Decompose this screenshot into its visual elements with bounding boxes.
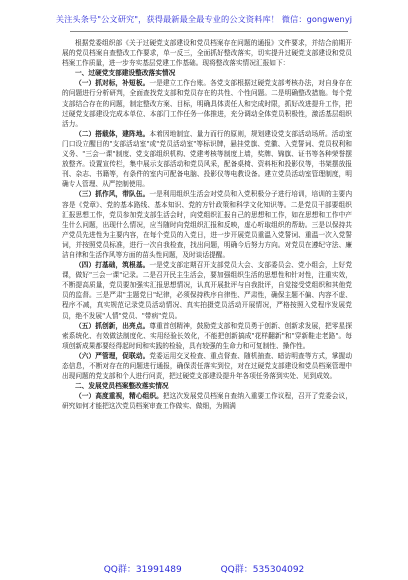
body-paragraph xyxy=(62,78,352,128)
section-heading: 二、发展党员档案整改落实情况 xyxy=(75,382,169,391)
body-paragraph xyxy=(62,129,352,190)
page-footer xyxy=(0,562,408,575)
body-paragraph xyxy=(62,189,352,260)
body-paragraph xyxy=(62,351,352,381)
footer-qq-group-2: QQ群：535304092 xyxy=(220,565,305,575)
paragraph-lead: （一）高度重视，精心组织。 xyxy=(75,392,163,401)
paragraph-lead: （三）抓作风，带队伍。 xyxy=(75,190,150,199)
footer-qq-group-1: QQ群：31991489 xyxy=(103,565,182,575)
paragraph-text: 本着因地制宜、量力而行的原则，规划建设党支部活动场所。活动室门口设立醒目的"支部活动室"或"党员活动室"等标识牌，悬挂党旗、党徽、入党誓词、党员权利和义务、"三会一课"制度、党支部组织机构、党建考核等制度上墙，奖牌、锦旗、证书等各种荣誉摆放整齐。设置宣传栏，集中展示支部活动和党员风采，配备桌椅、资料柜和投影仪等，书架摆放报刊、杂志、书籍等，有条件的室内可配备电脑、投影仪等电教设备。建立党员活动室管理制度，明确专人管理、从严控制使用。 xyxy=(62,129,353,189)
body-paragraph xyxy=(62,391,352,411)
paragraph-text: 党委运用交叉检查、重点督查、随机抽查、暗访明查等方式，掌握动态信息，不断对存在的问题进行通报，确保责任落实到位，对在过硬党支部建设和党员档案管理中出现问题的党支部和个人进行问责，把过硬党支部建设提升年各项任务落到实处、见到成效。 xyxy=(62,351,353,381)
paragraph-text: 根据党委组织部《关于过硬党支部建设和党员档案存在问题的通报》文件要求，并结合前期开展的党员档案自查整改工作要求，单一反三，全面抓好整改落实，切实提升过硬党支部建设和党员档案工作质量，进一步夯实基层党建工作基础。现将整改落实情况汇报如下： xyxy=(62,39,352,68)
body-paragraph xyxy=(62,321,352,351)
paragraph-text: 一是利用组织生活会对党员和入党积极分子进行培训，培训的主要内容是《党章》、党的基本路线、基本知识、党的方针政策和科学文化知识等。二是党员干部要组织汇报思想工作，党员参加党支部生活会时，向党组织汇报自己的思想和工作，如在思想和工作中产生什么问题，出现什么情况，应当随时向党组织汇报和反映，虚心听取组织的帮助。三是以保持共产党员先进性为主要内容，在每个党员的入党日，进一步开展党员重温入党誓词、重温一次入党誓词，并按照党员标准，进行一次自我检查，找出问题，明确今后努力方向。对党员在遵纪守法、廉洁自律和生活作风等方面的苗头性问题，及时谈话提醒。 xyxy=(62,190,353,259)
body-paragraph xyxy=(62,260,352,321)
paragraph-lead: （四）打基础，筑根基。 xyxy=(75,261,150,270)
paragraph-lead: （五）抓创新，出亮点。 xyxy=(75,321,150,330)
body-paragraph xyxy=(62,38,352,68)
paragraph-text: 把这次发展党员档案自查纳入重要工作议程，召开了党委会议，研究如何才能把这次党员档案审查工作做实、做细，为圆满 xyxy=(62,392,353,411)
paragraph-lead: （六）严管理，促联动。 xyxy=(75,351,150,360)
paragraph-text: 一是建立工作台账。各党支部根据过硬党支部考核办法，对自身存在的问题进行分析研判，全面查找党支部和党员存在的共性、个性问题。二是明确整改措施。每个党支部结合存在的问题，制定整改方案、目标，明确具体责任人和完成时限，抓好改进提升工作，把过硬党支部建设完成本单位、本部门工作任务一体推进，充分调动全体党员积极性，激活基层组织活力。 xyxy=(62,79,353,128)
paragraph-lead: （一）抓对标，补短板。 xyxy=(75,79,150,88)
section-heading: 一、过硬党支部建设整改落实情况 xyxy=(75,69,176,78)
paragraph-lead: （二）搭载体，建阵地。 xyxy=(75,129,150,138)
header-divider xyxy=(70,31,348,32)
document-body xyxy=(62,38,352,411)
header-promo-text: 关注头条号"公文研究"，获得最新最全最专业的公文资料库！ 微信：gongwenyj xyxy=(55,14,353,24)
paragraph-text: 一是党支部定期召开支部党员大会、支部委员会、党小组会，上好党课，做好"三会一课"记录。二是召开民主生活会，要加强组织生活的思想性和针对性，注重实效，不断提高质量，党员要加强实汇报思想情况，认真开展批评与自我批评，自觉接受党组织和其他党员的监督。三是严肃"主题党日"纪律，必须保持秩序自律性、严肃性，确保主题不偏、内容不虚、程序不减，真实规范记录党员活动情况、真实拍摄党员活动开展情况，严格按照入党程序发展党员，绝不发展"人情"党员、"带病"党员。 xyxy=(62,261,353,320)
paragraph-text: 尊重首创精神，鼓励党支部和党员勇于创新、创新求发展，把零星探索系统化、有效做法制度化、实用经验长效化，不能把创新搞成"花样翻新"和"穿新鞋走老路"。每项创新成果都要经得起时间和实践的检验，具有较强的生命力和可复制性、操作性。 xyxy=(62,321,353,350)
page-header xyxy=(0,6,408,32)
